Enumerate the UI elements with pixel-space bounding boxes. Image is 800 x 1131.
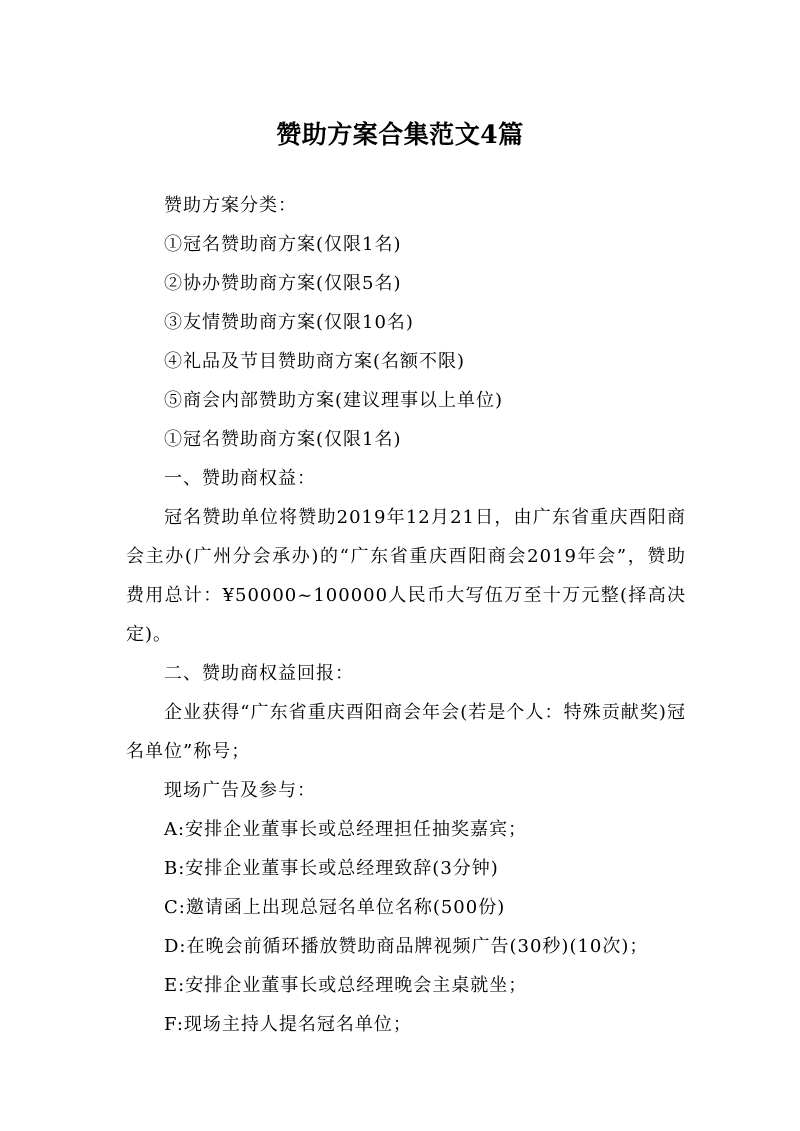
paragraph-item-f: F:现场主持人提名冠名单位； xyxy=(164,1014,412,1035)
paragraph-item-e: E:安排企业董事长或总经理晚会主桌就坐； xyxy=(164,975,528,996)
paragraph-sponsorship-details: 冠名赞助单位将赞助2019年12月21日，由广东省重庆酉阳商会主办(广州分会承办)的“广东省重庆酉阳商会2019年会”，赞助费用总计：¥50000~100000人民币大写伍万至十万元整(择高决定)。 xyxy=(126,507,686,645)
paragraph-item-a: A:安排企业董事长或总经理担任抽奖嘉宾； xyxy=(164,819,528,840)
paragraph-item-3: ③友情赞助商方案(仅限10名) xyxy=(164,312,414,333)
paragraph-heading-returns: 二、赞助商权益回报： xyxy=(164,663,354,684)
paragraph-item-d: D:在晚会前循环播放赞助商品牌视频广告(30秒)(10次)； xyxy=(164,936,649,957)
paragraph-item-2: ②协办赞助商方案(仅限5名) xyxy=(164,273,402,294)
paragraph-item-b: B:安排企业董事长或总经理致辞(3分钟) xyxy=(164,858,499,879)
document-body xyxy=(126,186,686,1044)
paragraph-onsite-heading: 现场广告及参与： xyxy=(164,780,316,801)
paragraph-heading-rights: 一、赞助商权益： xyxy=(164,468,316,489)
paragraph-item-1: ①冠名赞助商方案(仅限1名) xyxy=(164,234,402,255)
paragraph-item-c: C:邀请函上出现总冠名单位名称(500份) xyxy=(164,897,506,918)
paragraph-section-title: ①冠名赞助商方案(仅限1名) xyxy=(164,429,402,450)
document-title: 赞助方案合集范文4篇 xyxy=(276,119,524,149)
paragraph-item-5: ⑤商会内部赞助方案(建议理事以上单位) xyxy=(164,390,504,411)
paragraph-category-heading: 赞助方案分类： xyxy=(164,195,297,216)
paragraph-title-grant: 企业获得“广东省重庆酉阳商会年会(若是个人：特殊贡献奖)冠名单位”称号； xyxy=(126,702,686,762)
paragraph-item-4: ④礼品及节目赞助商方案(名额不限) xyxy=(164,351,466,372)
